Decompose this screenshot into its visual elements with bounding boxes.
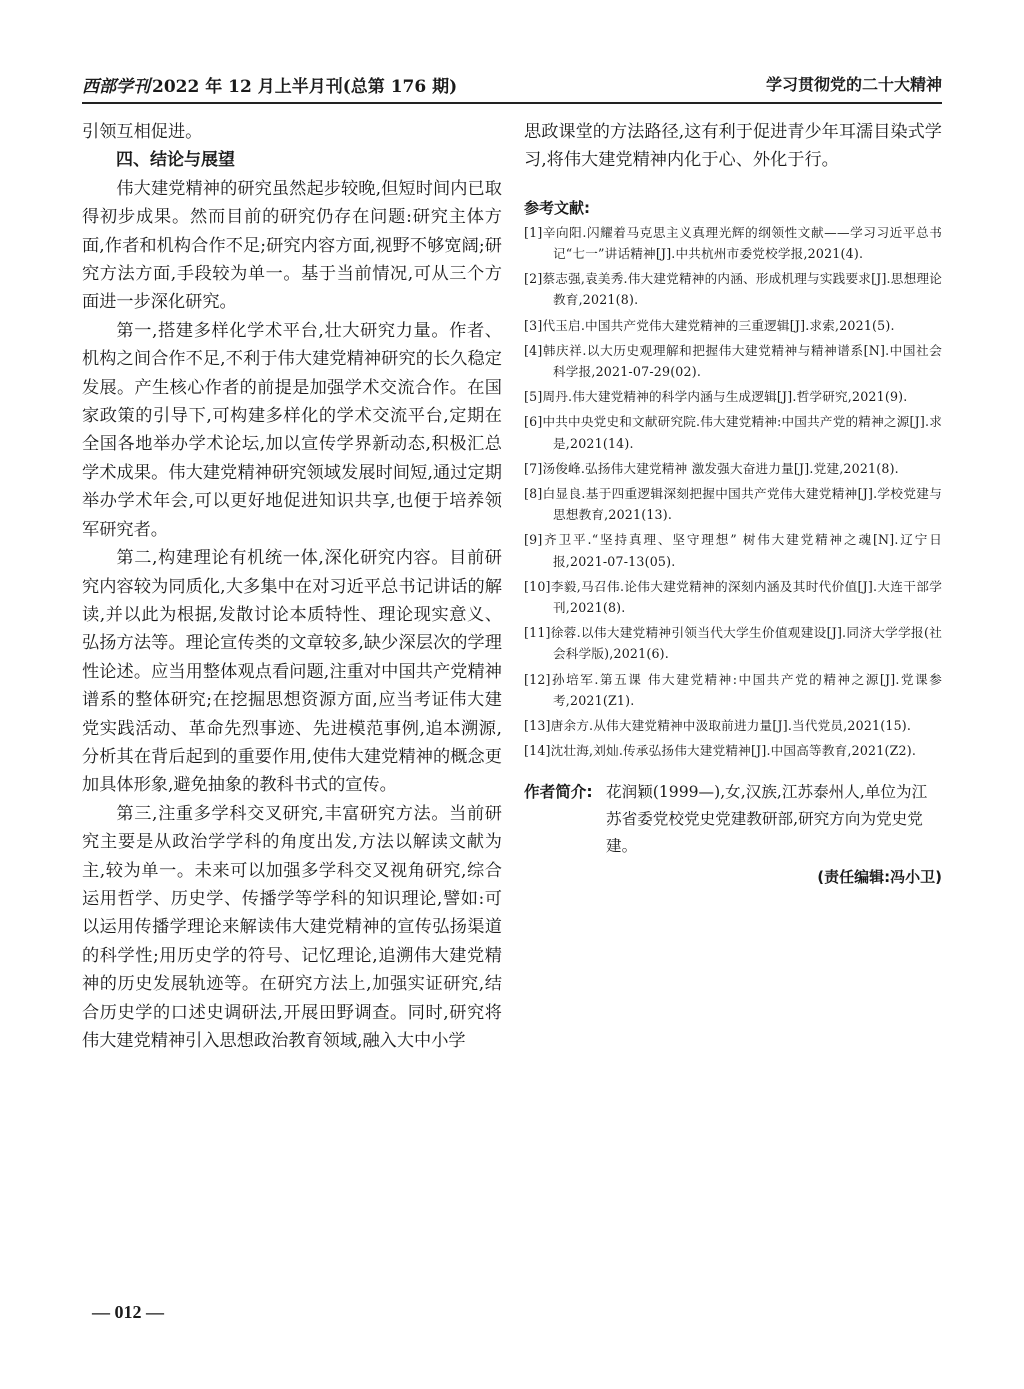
responsible-editor: (责任编辑:冯小卫) [817,868,942,887]
reference-item: [10]李毅,马召伟.论伟大建党精神的深刻内涵及其时代价值[J].大连干部学刊,2021(8). [524,578,942,616]
author-info [524,779,942,860]
paragraph: 第二,构建理论有机统一体,深化研究内容。目前研究内容较为同质化,大多集中在对习近平总书记讲话的解读,并以此为根据,发散讨论本质特性、理论现实意义、弘扬方法等。理论宣传类的文章较多,缺少深层次的学理性论述。应当用整体观点看问题,注重对中国共产党精神谱系的整体研究;在挖掘思想资源方面,应当考证伟大建党实践活动、革命先烈事迹、先进模范事例,追本溯源,分析其在背后起到的重要作用,使伟大建党精神的概念更加具体形象,避免抽象的教科书式的宣传。 [82,548,502,796]
reference-item: [5]周丹.伟大建党精神的科学内涵与生成逻辑[J].哲学研究,2021(9). [524,389,908,405]
right-column [524,118,942,890]
reference-item: [1]辛向阳.闪耀着马克思主义真理光辉的纲领性文献——学习习近平总书记“七一”讲话精神[J].中共杭州市委党校学报,2021(4). [524,224,942,262]
reference-item: [11]徐蓉.以伟大建党精神引领当代大学生价值观建设[J].同济大学学报(社会科学版),2021(6). [524,625,942,662]
reference-item: [9]齐卫平.“坚持真理、坚守理想” 树伟大建党精神之魂[N].辽宁日报,2021-07-13(05). [524,532,942,569]
paragraph: 第三,注重多学科交叉研究,丰富研究方法。当前研究主要是从政治学学科的角度出发,方法以解读文献为主,较为单一。未来可以加强多学科交叉视角研究,综合运用哲学、历史学、传播学等学科的知识理论,譬如:可以运用传播学理论来解读伟大建党精神的宣传弘扬渠道的科学性;用历史学的符号、记忆理论,追溯伟大建党精神的历史发展轨迹等。在研究方法上,加强实证研究,结合历史学的口述史调研法,开展田野调查。同时,研究将伟大建党精神引入思想政治教育领域,融入大中小学 [82,803,502,1051]
reference-item: [3]代玉启.中国共产党伟大建党精神的三重逻辑[J].求索,2021(5). [524,317,895,333]
page-number: — 012 — [92,1302,164,1322]
author-label: 作者简介: [524,783,593,802]
reference-item: [12]孙培军.第五课 伟大建党精神:中国共产党的精神之源[J].党课参考,2021(Z1). [524,671,942,708]
left-column [82,118,502,1055]
reference-item: [6]中共中央党史和文献研究院.伟大建党精神:中国共产党的精神之源[J].求是,2021(14). [524,414,942,451]
references-title: 参考文献: [524,198,590,217]
section-title: 学习贯彻党的二十大精神 [765,75,942,94]
reference-item: [14]沈壮海,刘灿.传承弘扬伟大建党精神[J].中国高等教育,2021(Z2). [524,743,917,759]
paragraph: 第一,搭建多样化学术平台,壮大研究力量。作者、机构之间合作不足,不利于伟大建党精神研究的长久稳定发展。产生核心作者的前提是加强学术交流合作。在国家政策的引导下,可构建多样化的学术交流平台,定期在全国各地举办学术论坛,加以宣传学界新动态,积极汇总学术成果。伟大建党精神研究领域发展时间短,通过定期举办学术年会,可以更好地促进知识共享,也便于培养领军研究者。 [82,320,502,540]
reference-item: [13]唐余方.从伟大建党精神中汲取前进力量[J].当代党员,2021(15). [524,718,912,734]
reference-item: [8]白显良.基于四重逻辑深刻把握中国共产党伟大建党精神[J].学校党建与思想教育,2021(13). [524,486,942,523]
running-header [82,70,942,104]
paragraph-continuation: 思政课堂的方法路径,这有利于促进青少年耳濡目染式学习,将伟大建党精神内化于心、外化于行。 [524,122,942,171]
reference-item: [7]汤俊峰.弘扬伟大建党精神 激发强大奋进力量[J].党建,2021(8). [524,460,899,476]
section-heading: 四、结论与展望 [116,150,235,171]
reference-item: [4]韩庆祥.以大历史观理解和把握伟大建党精神与精神谱系[N].中国社会科学报,2021-07-29(02). [524,342,942,380]
issue-info: 2022 年 12 月上半月刊(总第 176 期) [152,77,458,97]
reference-list [524,222,942,762]
paragraph-continuation: 引领互相促进。 [82,122,203,142]
journal-logo: 西部学刊 [82,77,150,97]
reference-item: [2]蔡志强,袁美秀.伟大建党精神的内涵、形成机理与实践要求[J].思想理论教育,2021(8). [524,271,942,308]
header-left [82,72,457,97]
author-bio: 花润颖(1999—),女,汉族,江苏泰州人,单位为江苏省委党校党史党建教研部,研究方向为党史党建。 [606,783,928,856]
paragraph: 伟大建党精神的研究虽然起步较晚,但短时间内已取得初步成果。然而目前的研究仍存在问题:研究主体方面,作者和机构合作不足;研究内容方面,视野不够宽阔;研究方法方面,手段较为单一。基于当前情况,可从三个方面进一步深化研究。 [82,178,502,313]
